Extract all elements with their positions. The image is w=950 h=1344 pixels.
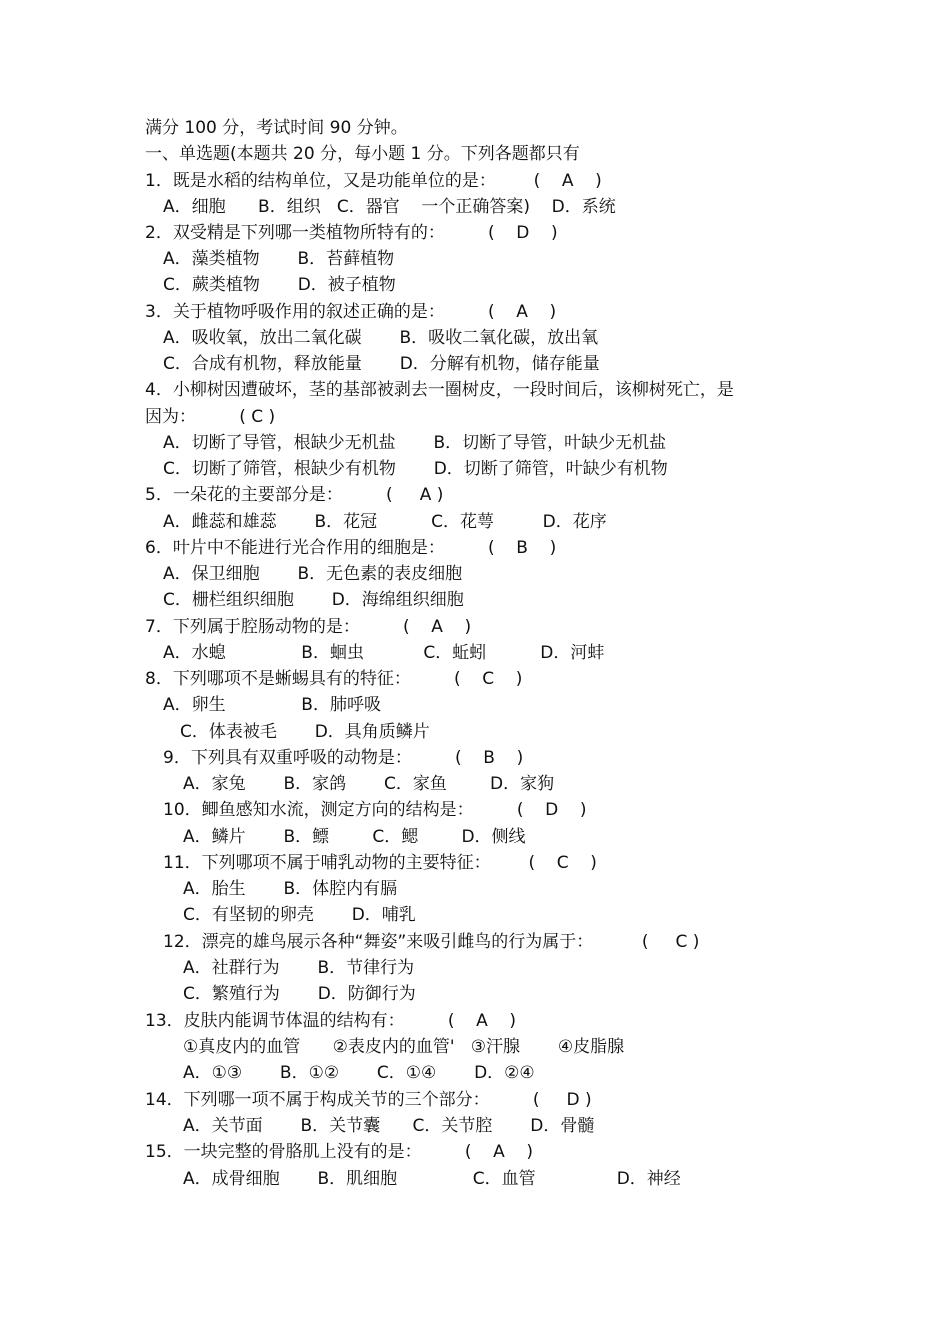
options-11b: C．有坚韧的卵壳 D．哺乳 [183, 905, 416, 925]
question-1: 1．既是水稻的结构单位，又是功能单位的是： ( A ) [145, 171, 602, 191]
options-2b: C．蕨类植物 D．被子植物 [163, 275, 396, 295]
options-4a: A．切断了导管，根缺少无机盐 B．切断了导管，叶缺少无机盐 [163, 433, 667, 453]
question-2: 2．双受精是下列哪一类植物所特有的： ( D ) [145, 223, 558, 243]
question-9: 9．下列具有双重呼吸的动物是： ( B ) [163, 748, 524, 768]
options-8b: C．体表被毛 D．具角质鳞片 [180, 722, 430, 742]
options-12b: C．繁殖行为 D．防御行为 [183, 984, 416, 1004]
question-13: 13．皮肤内能调节体温的结构有： ( A ) [145, 1011, 516, 1031]
options-13: A．①③ B．①② C．①④ D．②④ [183, 1063, 535, 1083]
question-3: 3．关于植物呼吸作用的叙述正确的是： ( A ) [145, 302, 557, 322]
options-7: A．水螅 B．蛔虫 C．蚯蚓 D．河蚌 [163, 643, 605, 663]
options-12a: A．社群行为 B．节律行为 [183, 958, 415, 978]
question-6: 6．叶片中不能进行光合作用的细胞是： ( B ) [145, 538, 557, 558]
options-14: A．关节面 B．关节囊 C．关节腔 D．骨髓 [183, 1116, 595, 1136]
options-9: A．家兔 B．家鸽 C．家鱼 D．家狗 [183, 774, 555, 794]
options-2a: A．藻类植物 B．苔藓植物 [163, 249, 395, 269]
question-4: 4．小柳树因遭破坏，茎的基部被剥去一圈树皮，一段时间后，该柳树死亡，是 [145, 380, 734, 400]
options-6b: C．栅栏组织细胞 D．海绵组织细胞 [163, 590, 464, 610]
options-8a: A．卵生 B．肺呼吸 [163, 695, 381, 715]
question-11: 11．下列哪项不属于哺乳动物的主要特征： ( C ) [163, 853, 597, 873]
options-6a: A．保卫细胞 B．无色素的表皮细胞 [163, 564, 463, 584]
question-7: 7．下列属于腔肠动物的是： ( A ) [145, 617, 472, 637]
options-5: A．雌蕊和雄蕊 B．花冠 C．花萼 D．花序 [163, 512, 607, 532]
options-4b: C．切断了筛管，根缺少有机物 D．切断了筛管，叶缺少有机物 [163, 459, 668, 479]
options-3b: C．合成有机物，释放能量 D．分解有机物，储存能量 [163, 354, 600, 374]
question-15: 15．一块完整的骨胳肌上没有的是： ( A ) [145, 1142, 533, 1162]
options-1: A．细胞 B．组织 C．器官 一个正确答案) D．系统 [163, 197, 616, 217]
score-time-line: 满分 100 分，考试时间 90 分钟。 [145, 118, 408, 138]
options-11a: A．胎生 B．体腔内有膈 [183, 879, 398, 899]
question-12: 12．漂亮的雄鸟展示各种“舞姿”来吸引雌鸟的行为属于： ( C ) [163, 932, 700, 952]
question-4-cont: 因为： ( C ) [145, 407, 276, 427]
options-10: A．鳞片 B．鳔 C．鳃 D．侧线 [183, 827, 526, 847]
question-10: 10．鲫鱼感知水流，测定方向的结构是： ( D ) [163, 800, 587, 820]
options-15: A．成骨细胞 B．肌细胞 C．血管 D．神经 [183, 1169, 681, 1189]
section-heading: 一、单选题(本题共 20 分，每小题 1 分。下列各题都只有 [145, 144, 580, 164]
question-14: 14．下列哪一项不属于构成关节的三个部分： ( D ) [145, 1090, 592, 1110]
items-13: ①真皮内的血管 ②表皮内的血管' ③汗腺 ④皮脂腺 [183, 1037, 625, 1057]
question-8: 8．下列哪项不是蜥蜴具有的特征： ( C ) [145, 669, 523, 689]
question-5: 5．一朵花的主要部分是： ( A ) [145, 485, 444, 505]
options-3a: A．吸收氧，放出二氧化碳 B．吸收二氧化碳，放出氧 [163, 328, 599, 348]
